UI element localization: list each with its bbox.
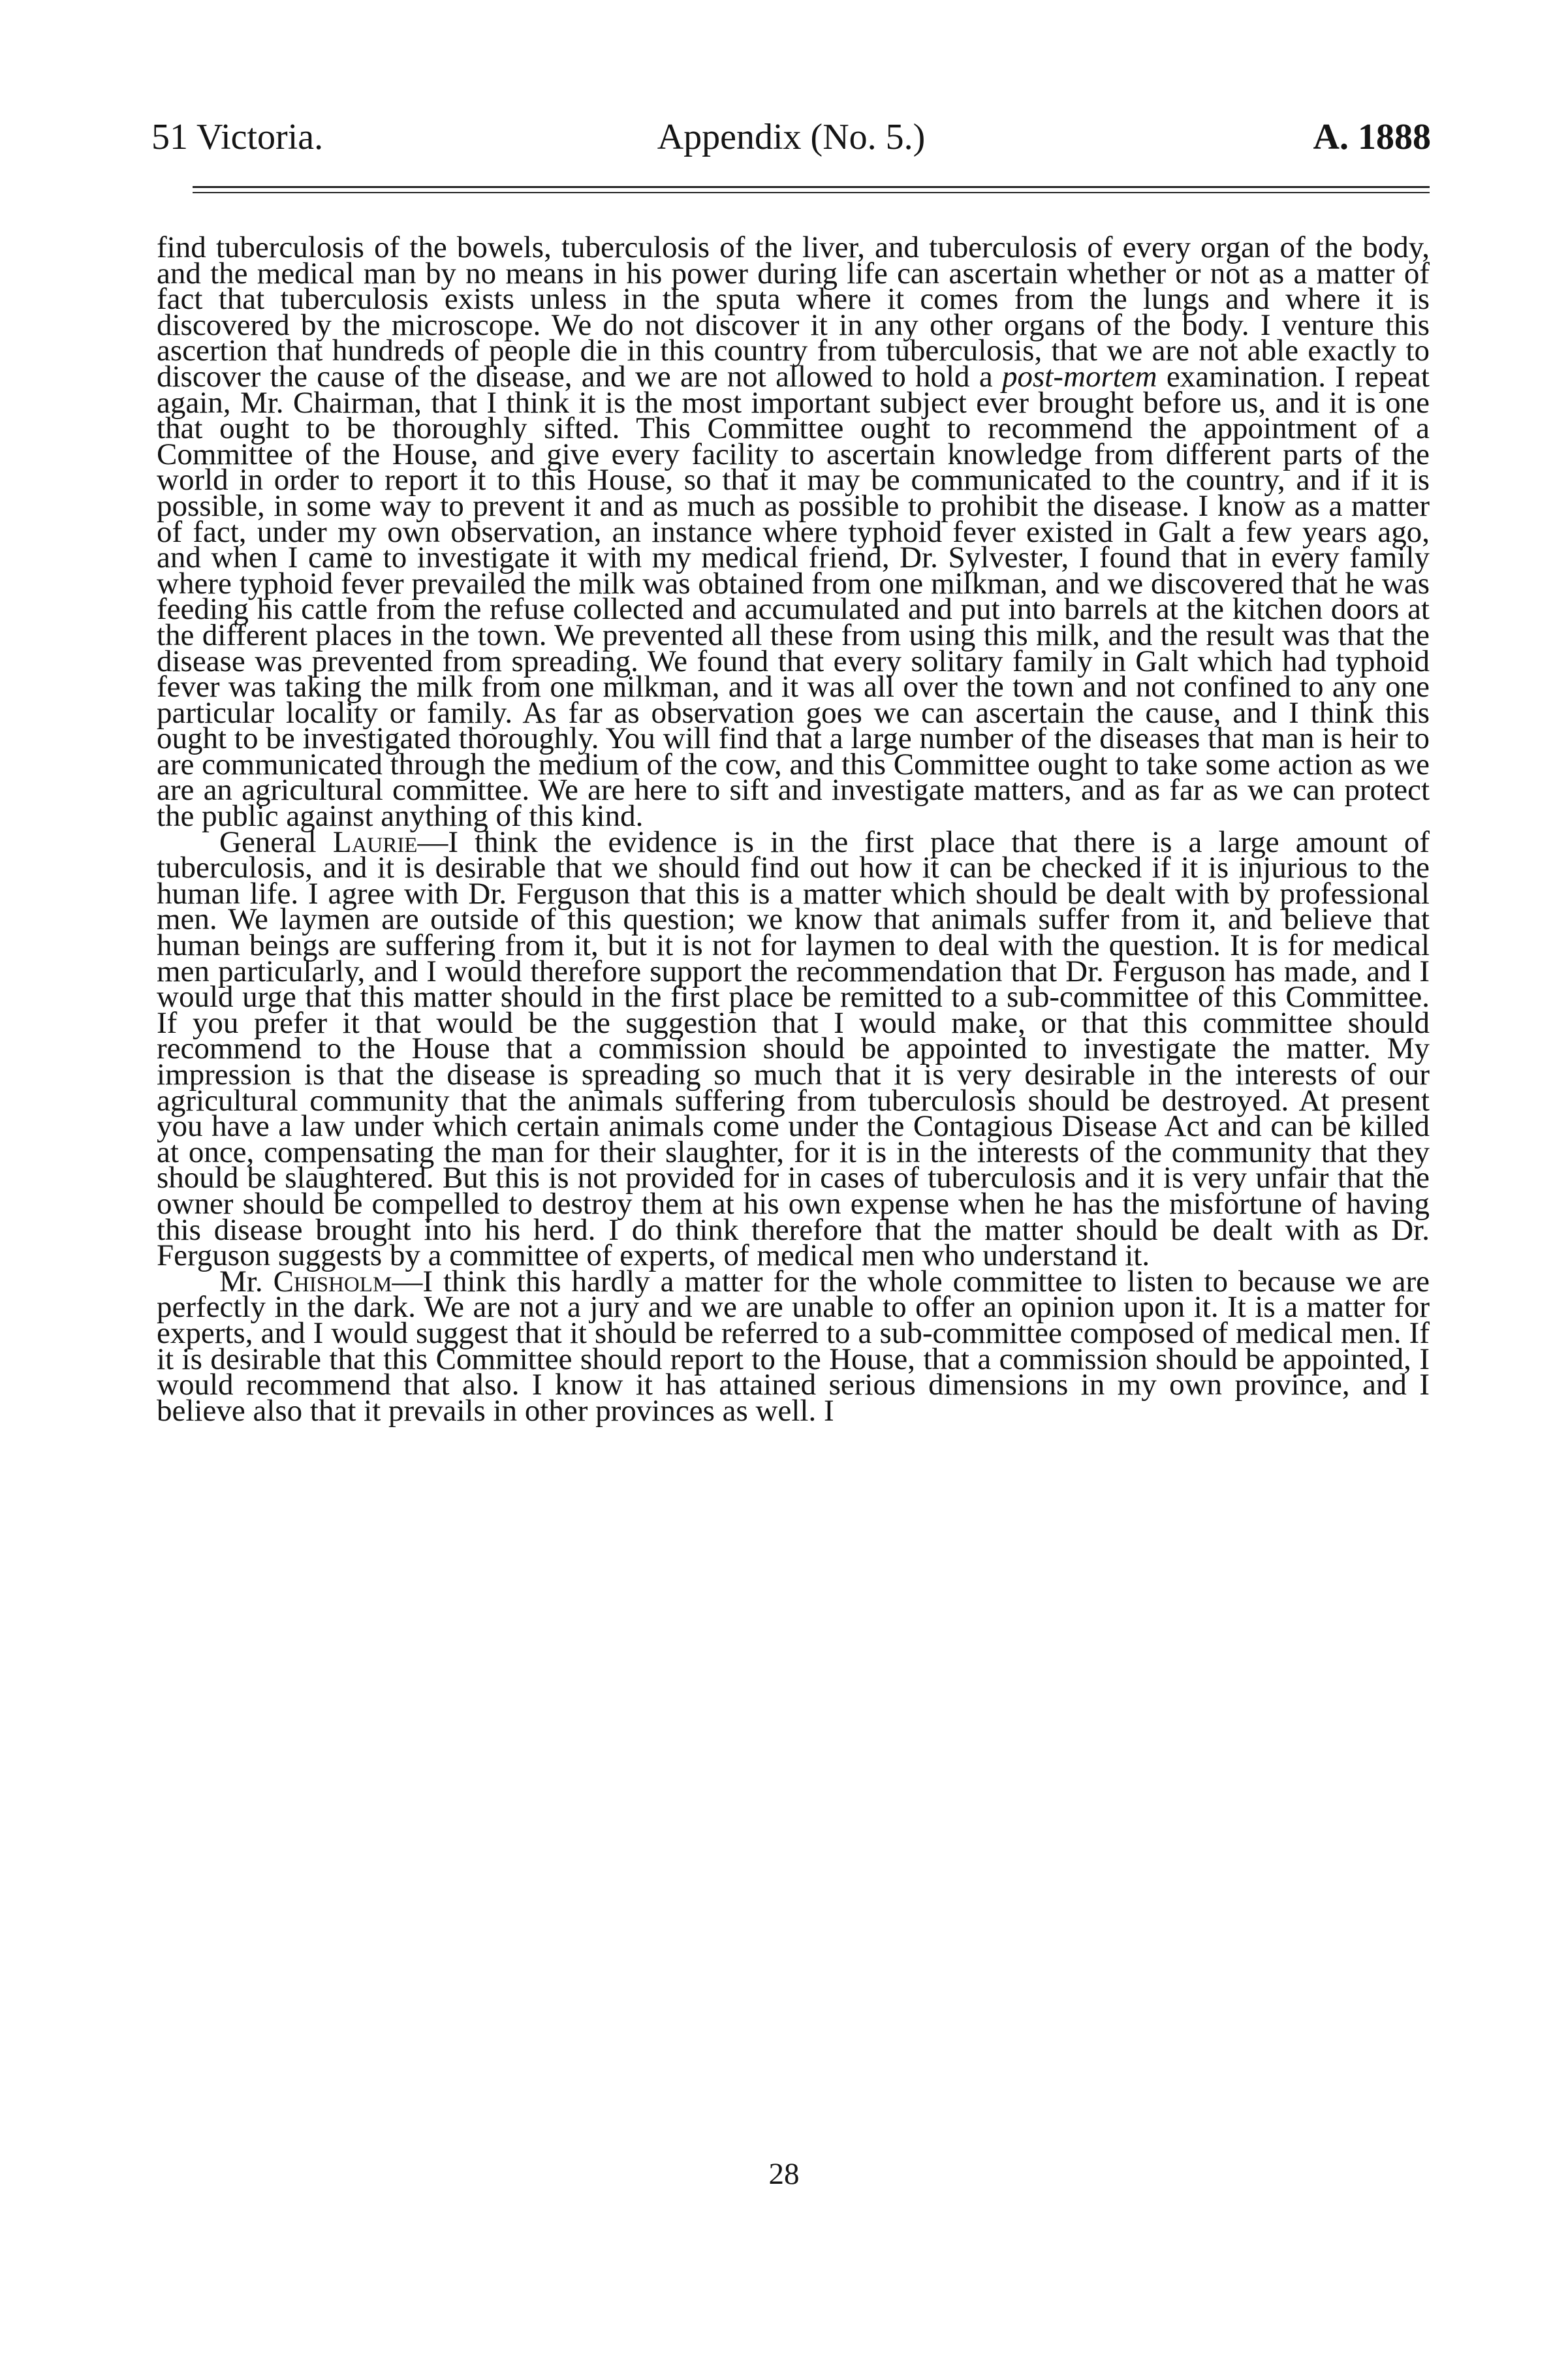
body-text: [157, 230, 1430, 1428]
speaker-title: Mr.: [219, 1264, 274, 1299]
speaker-name: Chisholm: [273, 1264, 392, 1299]
page-number: 28: [768, 2157, 800, 2191]
running-head: [151, 111, 1431, 163]
header-appendix: Appendix (No. 5.): [657, 117, 926, 157]
paragraph-text: examination. I repeat again, Mr. Chairman, that I think it is the most important subject ever brought before us, and it is one that ought to be thoroughly sifted. This Committee ought to recommend the appointment of a Committee of the House, and give every facility to ascertain knowledge from different parts of the world in order to report it to this House, so that it may be communicated to the country, and if it is possible, in some way to prevent it and as much as possible to prohibit the disease. I know as a matter of fact, under my own observation, an instance where typhoid fever existed in Galt a few years ago, and when I came to investigate it with my medical friend, Dr. Sylvester, I found that in every family where typhoid fever prevailed the milk was obtained from one milkman, and we discovered that he was feeding his cattle from the refuse collected and accumulated and put into barrels at the kitchen doors at the different places in the town. We prevented all these from using this milk, and the result was that the disease was prevented from spreading. We found that every solitary family in Galt which had typhoid fever was taking the milk from one milkman, and it was all over the town and not confined to any one particular locality or family. As far as observation goes we can ascertain the cause, and I think this ought to be investigated thoroughly. You will find that a large number of the diseases that man is heir to are communicated through the medium of the cow, and this Committee ought to take some action as we are an agricultural committee. We are here to sift and investigate matters, and as far as we can protect the public against anything of this kind.: [157, 359, 1430, 834]
paragraph-text: —I think the evidence is in the first place that there is a large amount of tuberculosis, and it is desirable that we should find out how it can be checked if it is injurious to the human life. I agree with Dr. Ferguson that this is a matter which should be dealt with by professional men. We laymen are outside of this question; we know that animals suffer from it, and believe that human beings are suffering from it, but it is not for laymen to deal with the question. It is for medical men particularly, and I would therefore support the recommendation that Dr. Ferguson has made, and I would urge that this matter should in the first place be remitted to a sub-committee of this Committee. If you prefer it that would be the suggestion that I would make, or that this committee should recommend to the House that a commission should be appointed to investigate the matter. My impression is that the disease is spreading so much that it is very desirable in the interests of our agricultural community that the animals suffering from tuberculosis should be destroyed. At present you have a law under which certain animals come under the Contagious Disease Act and can be killed at once, compensating the man for their slaughter, for it is in the interests of the community that they should be slaughtered. But this is not provided for in cases of tuberculosis and it is very unfair that the owner should be compelled to destroy them at his own expense when he has the misfortune of having this disease brought into his herd. I do think therefore that the matter should be dealt with as Dr. Ferguson suggests by a committee of experts, of medical men who understand it.: [157, 825, 1430, 1273]
header-rule-top: [193, 186, 1430, 188]
speaker-name: Laurie: [332, 825, 418, 859]
paragraph-text: —I think this hardly a matter for the whole committee to listen to because we are perfectly in the dark. We are not a jury and we are unable to offer an opinion upon it. It is a matter for experts, and I would suggest that it should be referred to a sub-committee composed of medical men. If it is desirable that this Committee should report to the House, that a commission should be appointed, I would recommend that also. I know it has attained serious dimensions in my own province, and I believe also that it prevails in other provinces as well. I: [157, 1264, 1430, 1428]
header-rule-bottom: [193, 192, 1430, 193]
header-session: 51 Victoria.: [151, 117, 324, 157]
paragraph-chisholm: [157, 1264, 1430, 1428]
paragraph-tuberculosis-testimony: [157, 230, 1430, 834]
paragraph-text: find tuberculosis of the bowels, tuberculosis of the liver, and tuberculosis of every organ of the body, and the medical man by no means in his power during life can ascertain whether or not as a matter of fact that tuberculosis exists unless in the sputa where it comes from the lungs and where it is discovered by the microscope. We do not discover it in any other organs of the body. I venture this ascertion that hundreds of people die in this country from tuberculosis, that we are not able exactly to discover the cause of the disease, and we are not allowed to hold a: [157, 230, 1430, 394]
speaker-title: General: [219, 825, 333, 859]
emphasis-post-mortem: post-mortem: [1002, 359, 1157, 394]
paragraph-laurie: [157, 825, 1430, 1273]
header-year: A. 1888: [1313, 117, 1431, 157]
